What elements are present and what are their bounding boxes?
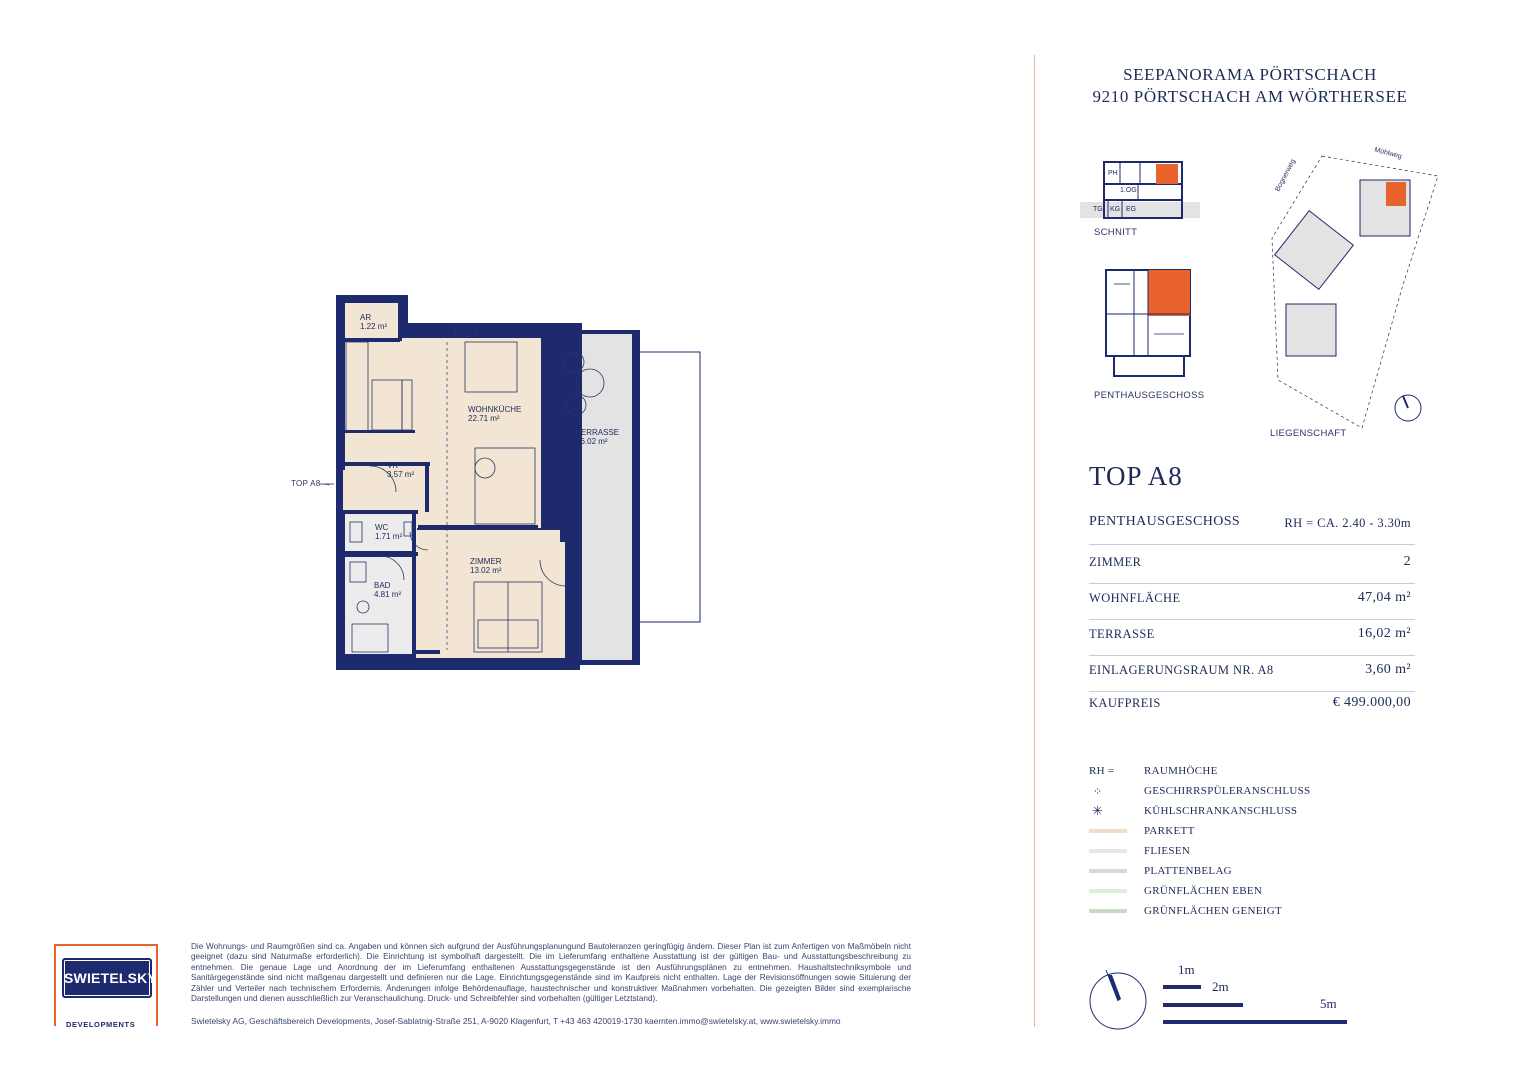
legend-label: GRÜNFLÄCHEN GENEIGT bbox=[1144, 905, 1282, 917]
room-label-zimmer: ZIMMER 13.02 m² bbox=[470, 557, 502, 575]
info-key: EINLAGERUNGSRAUM NR. A8 bbox=[1089, 663, 1274, 677]
floor-plan bbox=[280, 285, 710, 670]
info-key: WOHNFLÄCHE bbox=[1089, 591, 1181, 605]
terrace-inner bbox=[582, 334, 632, 660]
legend-symbol-rh: RH = bbox=[1089, 765, 1115, 777]
legend-item-fliesen bbox=[1089, 844, 1329, 864]
legend-label: PARKETT bbox=[1144, 825, 1195, 837]
info-key: KAUFPREIS bbox=[1089, 696, 1161, 710]
room-label-ar: AR 1.22 m² bbox=[360, 313, 388, 331]
info-key: PENTHAUSGESCHOSS bbox=[1089, 514, 1241, 529]
room-label-wohnkueche: WOHNKÜCHE 22.71 m² bbox=[468, 405, 522, 423]
info-key: TERRASSE bbox=[1089, 627, 1155, 641]
info-row-rooms bbox=[1089, 547, 1415, 584]
site-plan-label: LIEGENSCHAFT bbox=[1270, 428, 1347, 439]
section-level-ph: PH bbox=[1108, 170, 1118, 177]
dishwasher-icon: ⁘ bbox=[1093, 786, 1103, 798]
fridge-icon: ✳ bbox=[1092, 803, 1104, 818]
section-level-eg: EG bbox=[1126, 206, 1137, 213]
section-level-tg: TG bbox=[1093, 206, 1103, 213]
street-label-bognerweg: Bognerweg bbox=[1274, 158, 1298, 193]
info-row-price bbox=[1089, 688, 1415, 724]
project-address: 9210 PÖRTSCHACH AM WÖRTHERSEE bbox=[1092, 87, 1408, 106]
legend-label: FLIESEN bbox=[1144, 845, 1191, 857]
scale-label-2m: 2m bbox=[1212, 979, 1229, 994]
info-row-floor bbox=[1089, 510, 1415, 545]
terrace-outline bbox=[630, 352, 700, 622]
project-name: SEEPANORAMA PÖRTSCHACH bbox=[1123, 65, 1377, 84]
room-label-wc: WC 1.71 m² bbox=[375, 523, 403, 541]
room-label-bad: BAD 4.81 m² bbox=[374, 581, 402, 599]
legend-item-rh bbox=[1089, 764, 1329, 784]
company-logo bbox=[54, 944, 158, 1028]
swatch-gruen-eben bbox=[1089, 889, 1127, 893]
section-level-kg: KG bbox=[1110, 206, 1121, 213]
info-key: ZIMMER bbox=[1089, 555, 1142, 569]
legend-label: KÜHLSCHRANKANSCHLUSS bbox=[1144, 805, 1298, 817]
scale-label-5m: 5m bbox=[1320, 996, 1337, 1011]
info-value: 3,60 m² bbox=[1365, 662, 1411, 677]
floor-plan-label: PENTHAUSGESCHOSS bbox=[1094, 390, 1205, 401]
legend-item-gruen-eben bbox=[1089, 884, 1329, 904]
legend-label: GESCHIRRSPÜLERANSCHLUSS bbox=[1144, 785, 1311, 797]
plan-entry-label: TOP A8 → bbox=[291, 479, 332, 488]
info-value: € 499.000,00 bbox=[1332, 695, 1411, 710]
site-key-plan bbox=[1262, 148, 1446, 438]
street-label-muehlweg: Mühlweg bbox=[1373, 146, 1403, 161]
north-arrow-icon bbox=[1088, 966, 1150, 1032]
legend-item-plattenbelag bbox=[1089, 864, 1329, 884]
room-label-terrasse: TERRASSE 16.02 m² bbox=[576, 428, 620, 446]
section-label: SCHNITT bbox=[1094, 227, 1138, 238]
info-value: RH = CA. 2.40 - 3.30m bbox=[1284, 516, 1411, 530]
logo-badge bbox=[62, 958, 158, 998]
legend-item-parkett bbox=[1089, 824, 1329, 844]
swatch-parkett bbox=[1089, 829, 1127, 833]
section-level-1og: 1.OG bbox=[1120, 187, 1137, 194]
info-row-living-area bbox=[1089, 583, 1415, 620]
logo-subtitle: DEVELOPMENTS bbox=[66, 1020, 136, 1029]
legend-label: RAUMHÖCHE bbox=[1144, 765, 1218, 777]
bad-floor bbox=[345, 557, 412, 654]
disclaimer-text: Die Wohnungs- und Raumgrößen sind ca. Angaben und können sich aufgrund der Ausführungsplanungund Bautoleranzen geringfügig ändern. Dieser Plan ist zum Anfertigen von Maßmöbeln nicht geeignet (dazu sind Naturmaße erforderlich). Die Einrichtung ist symbolhaft dargestellt. Die im Lieferumfang enthaltene Ausstattung ist der gültigen Bau- und Ausstattungsbeschreibung zu entnehmen. Die genaue Lage und Anordnung der im Lieferumfang enthaltenen Ausstattungsgegenstände ist den Ausführungsplänen zu entnehmen. Haushaltstechniksymbole und Sanitärgegenstände sind nicht maßgenau dargestellt und definieren nur die Lage. Einrichtungsgegenstände sind im Kaufpreis nicht enthalten. Lage der Revisionsöffnungen sowie Situierung der Zähler und Verteiler nach technischem Erfordernis. Änderungen infolge Behördenauflage, haustechnischer und konstruktiver Maßnahmen vorbehalten. Die gezeigten Bilder sind exemplarische Darstellungen und dienen ausschließlich zur Veranschaulichung. Druck- und Schreibfehler sind vorbehalten (gültiger Letztstand). bbox=[191, 942, 911, 1004]
info-value: 2 bbox=[1403, 554, 1411, 569]
legend-item-gruen-geneigt bbox=[1089, 904, 1329, 924]
swatch-gruen-geneigt bbox=[1089, 909, 1127, 913]
info-row-storage bbox=[1089, 655, 1415, 692]
swatch-fliesen bbox=[1089, 849, 1127, 853]
room-floor bbox=[415, 530, 565, 658]
legend-item-fridge bbox=[1089, 804, 1329, 824]
divider-line bbox=[1034, 55, 1035, 1027]
project-title bbox=[1090, 64, 1410, 108]
info-value: 16,02 m² bbox=[1357, 626, 1411, 641]
room-label-vr: VR 3.57 m² bbox=[387, 461, 415, 479]
unit-title: TOP A8 bbox=[1089, 461, 1183, 491]
legend-label: GRÜNFLÄCHEN EBEN bbox=[1144, 885, 1263, 897]
scale-label-1m: 1m bbox=[1178, 962, 1195, 977]
logo-wordmark: SWIETELSKY bbox=[64, 970, 158, 986]
info-row-terrace bbox=[1089, 619, 1415, 656]
company-contact: Swietelsky AG, Geschäftsbereich Developments, Josef-Sablatnig-Straße 251, A-9020 Klagenfurt, T +43 463 420019-1730 kaernten.immo@swietelsky.at, www.swietelsky.immo bbox=[191, 1016, 841, 1026]
legend-item-dishwasher bbox=[1089, 784, 1329, 804]
info-value: 47,04 m² bbox=[1357, 590, 1411, 605]
legend-label: PLATTENBELAG bbox=[1144, 865, 1232, 877]
swatch-plattenbelag bbox=[1089, 869, 1127, 873]
floor-key-plan bbox=[1094, 264, 1202, 382]
